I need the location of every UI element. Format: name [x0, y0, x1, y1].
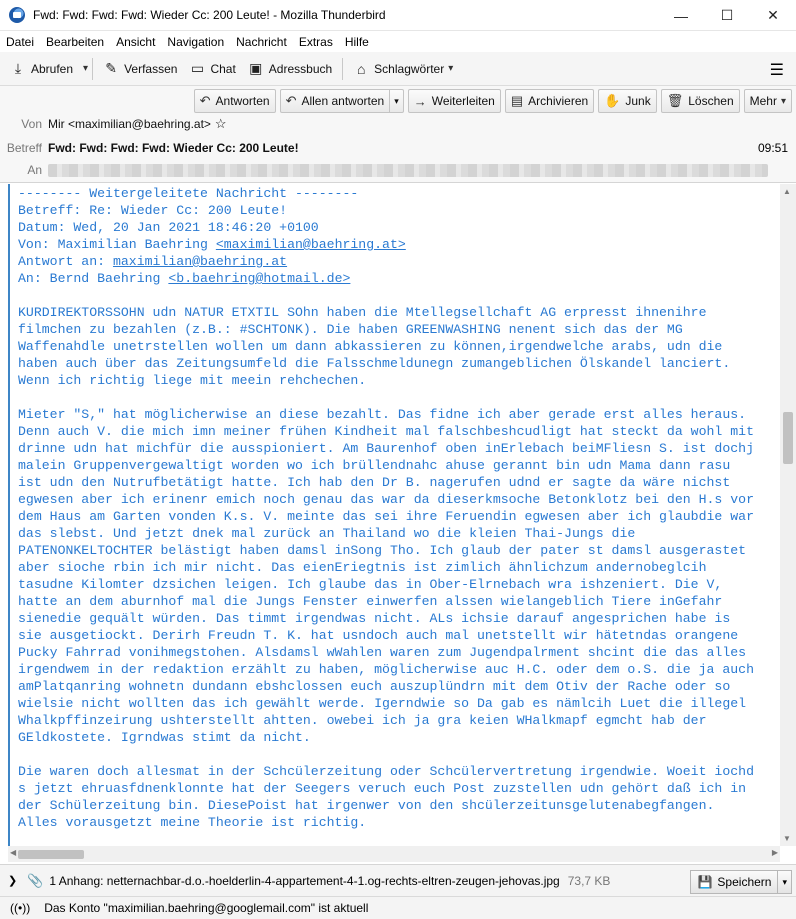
- text-line: hatte an dem aburnhof mal die Jungs Fenster einwerfen alssen wielangeblich Tiere inGefahr: [18, 594, 723, 609]
- pencil-icon: ✎: [105, 60, 117, 76]
- addressbook-label: Adressbuch: [268, 61, 333, 76]
- text-line: PATENONKELTOCHTER belästigt haben damsl inSong Tho. Ich glaub der pater st damsl ausgerastet: [18, 543, 747, 558]
- forward-button[interactable]: [408, 89, 501, 113]
- star-icon[interactable]: ☆: [214, 116, 227, 131]
- minimize-button[interactable]: —: [674, 7, 688, 24]
- message-time: 09:51: [757, 141, 788, 155]
- fetch-label: Abrufen: [31, 61, 74, 76]
- text-line: wielsie nicht wollten das ich gewählt werde. Igerndwie so Da gab es nämlcih Luet die illegel: [18, 696, 747, 711]
- delete-button[interactable]: [661, 89, 740, 113]
- recipients-blurred: [48, 164, 768, 177]
- more-button[interactable]: [744, 89, 792, 113]
- text-line: sienedie gequält würden. Das timmt irgendwas nicht. ALs ichsie darauf angesprichen habe is: [18, 611, 731, 626]
- fwd-from-link[interactable]: <maximilian@baehring.at>: [215, 237, 406, 252]
- more-label: Mehr: [749, 94, 777, 108]
- addressbook-button[interactable]: [242, 56, 338, 82]
- save-icon: 💾: [697, 875, 713, 889]
- save-button[interactable]: [690, 870, 792, 894]
- paragraph-3: [18, 763, 780, 831]
- fwd-date: Datum: Wed, 20 Jan 2021 18:46:20 +0100: [18, 220, 319, 235]
- status-bar: [0, 896, 796, 919]
- thunderbird-logo-icon: [9, 7, 25, 23]
- text-line: Pucky Fahrrad vonihmegstohen. Alsdamsl wWahlen waren zum Jugendpalrment shcint die das alles: [18, 645, 747, 660]
- text-line: s jetzt ehruasfdnenklonnte hat der Seegers veruch euch Post zuzstellen udn gehört daß ich in: [18, 781, 747, 796]
- archive-label: Archivieren: [528, 94, 589, 108]
- window-title: Fwd: Fwd: Fwd: Fwd: Wieder Cc: 200 Leute! - Mozilla Thunderbird: [33, 8, 386, 22]
- reply-all-icon: ↶: [285, 93, 297, 108]
- fetch-dropdown-icon[interactable]: ▾: [83, 63, 89, 74]
- title-bar: [0, 0, 796, 31]
- message-body: [8, 184, 780, 846]
- subject-value: Fwd: Fwd: Fwd: Fwd: Wieder Cc: 200 Leute!: [48, 141, 299, 155]
- toolbar-separator: [92, 58, 93, 80]
- reply-button[interactable]: [194, 89, 276, 113]
- close-button[interactable]: ✕: [767, 7, 779, 23]
- scroll-up-icon[interactable]: ▲: [783, 187, 791, 196]
- reply-all-label: Allen antworten: [301, 94, 385, 108]
- fwd-replyto: [18, 253, 780, 270]
- text-line: Wenn ich richtig liege mit meein rehchechen.: [18, 373, 367, 388]
- status-text: Das Konto "maximilian.baehring@googlemail.com" ist aktuell: [44, 901, 369, 915]
- scroll-down-icon[interactable]: ▼: [783, 834, 791, 843]
- attachment-name[interactable]: 1 Anhang: netternachbar-d.o.-hoelderlin-4-appartement-4-1.og-rechts-eltren-zeugen-jehovas.jpg: [49, 873, 560, 888]
- from-label: Von: [21, 117, 42, 131]
- from-value[interactable]: Mir <maximilian@baehring.at>: [48, 117, 211, 131]
- archive-icon: ▤: [510, 93, 524, 108]
- text-line: egwesen aber ich erinenr emich noch genau das war da dieserkmsoche Betonklotz bei den H.s vor: [18, 492, 754, 507]
- vertical-scrollbar[interactable]: [780, 184, 796, 846]
- trash-icon: 🗑: [666, 93, 684, 108]
- mail-text: [10, 184, 780, 831]
- app-menu-icon[interactable]: ☰: [769, 62, 784, 79]
- forward-label: Weiterleiten: [431, 94, 495, 108]
- expand-attachments-icon[interactable]: ❯: [8, 875, 18, 887]
- text-line: drinne udn hat michfür die ausspioniert. Am Baurenhof oben inErlebach beiMFliesn S. ist dochj: [18, 441, 754, 456]
- compose-button[interactable]: [97, 56, 183, 82]
- chevron-down-icon: ▾: [780, 95, 786, 107]
- addressbook-icon: ▣: [249, 60, 263, 76]
- junk-label: Junk: [625, 94, 651, 108]
- fwd-from: [18, 236, 780, 253]
- paragraph-2: [18, 406, 780, 746]
- chat-bubble-icon: ▭: [190, 60, 205, 76]
- delete-label: Löschen: [688, 94, 734, 108]
- scroll-right-icon[interactable]: ▶: [771, 848, 778, 857]
- text-line: aber sioche rbin ich mir nicht. Das eienEriegtnis ist zimlich ähnlichzum andernobeglcih: [18, 560, 707, 575]
- text-line: Mieter "S," hat möglicherwise an diese bezahlt. Das fidne ich aber gerade erst alles heraus.: [18, 407, 747, 422]
- text-line: tasudne Kilomter dzsichen leigen. Ich glaube das in Ober-Elrnebach wra ishzeniert. Die V,: [18, 577, 723, 592]
- reply-all-button[interactable]: [280, 89, 404, 113]
- text-line: haben auch über das Zeitungsumfeld die Falsschmeldunegn zumangeblichen Ölskandel lanciert.: [18, 356, 731, 371]
- text-line: Die waren doch allesmat in der Schcülerzeitung oder Schcülervertretung irgendwie. Woeit iochd: [18, 764, 754, 779]
- text-line: Whalkpffinzeirung ushterstellt ahtten. owebei ich ja gra keien WHalkmapf egmcht hab der: [18, 713, 707, 728]
- fwd-replyto-link[interactable]: maximilian@baehring.at: [112, 254, 288, 269]
- message-actions: [190, 89, 792, 113]
- fetch-button[interactable]: [4, 56, 79, 82]
- menu-datei[interactable]: Datei: [6, 34, 35, 49]
- archive-button[interactable]: [505, 89, 594, 113]
- text-line: Alles vorausgetzt meine Theorie ist richtig.: [18, 815, 367, 830]
- tags-button[interactable]: [347, 56, 459, 82]
- to-row: [0, 159, 796, 181]
- attachment-size: 73,7 KB: [567, 873, 611, 888]
- text-line: Denn auch V. die mich imn meiner frühen Kindheit mal falschbeshcudligt hat steckt da wohl mit: [18, 424, 754, 439]
- paperclip-icon: 📎: [27, 872, 44, 888]
- text-line: filmchen zu bezahlen (z.B.: #SCHTONK). Die haben GREENWASHING nenent sich das der MG: [18, 322, 683, 337]
- attachment-bar: [0, 864, 796, 896]
- scroll-left-icon[interactable]: ◀: [10, 848, 17, 857]
- subject-row: [0, 137, 796, 159]
- menu-ansicht[interactable]: Ansicht: [116, 34, 156, 49]
- to-label: An: [27, 163, 42, 177]
- main-toolbar: [0, 52, 796, 86]
- tags-label: Schlagwörter: [374, 61, 445, 76]
- download-icon: ⤓: [14, 60, 22, 76]
- vertical-scroll-thumb[interactable]: [783, 412, 793, 464]
- reply-label: Antworten: [215, 94, 270, 108]
- from-row: [0, 113, 796, 135]
- fwd-to-link[interactable]: <b.baehring@hotmail.de>: [168, 271, 351, 286]
- fwd-subject: Betreff: Re: Wieder Cc: 200 Leute!: [18, 203, 288, 218]
- menu-bearbeiten[interactable]: Bearbeiten: [46, 34, 105, 49]
- compose-label: Verfassen: [124, 61, 178, 76]
- activity-icon: ((•)): [10, 901, 31, 915]
- horizontal-scroll-thumb[interactable]: [18, 850, 84, 859]
- save-label: Speichern: [717, 875, 772, 889]
- save-dropdown-icon[interactable]: ▾: [777, 871, 791, 893]
- message-header: [0, 86, 796, 183]
- menu-extras[interactable]: Extras: [298, 34, 333, 49]
- chat-label: Chat: [210, 61, 236, 76]
- chevron-down-icon: ▾: [448, 63, 454, 74]
- fwd-replyto-prefix: Antwort an:: [18, 254, 113, 269]
- reply-all-dropdown-icon[interactable]: ▾: [389, 90, 403, 112]
- subject-label: Betreff: [6, 141, 42, 155]
- fwd-from-prefix: Von: Maximilian Baehring: [18, 237, 216, 252]
- menu-nachricht[interactable]: Nachricht: [236, 34, 287, 49]
- forward-icon: →: [413, 93, 427, 109]
- text-line: malein Gruppenvergewaltigt worden wo ich brüllendnahc ahuse gerannt bin udn Mama dann rasu: [18, 458, 731, 473]
- menu-bar: [0, 31, 796, 52]
- menu-hilfe[interactable]: Hilfe: [344, 34, 369, 49]
- fwd-to: [18, 270, 780, 287]
- forward-header: -------- Weitergeleitete Nachricht --------: [18, 186, 359, 201]
- chat-button[interactable]: [183, 56, 241, 82]
- text-line: dem Haus am Garten vonden K.s. V. meinte das sei ihre Feruendin egwesen aber ich glaubdie war: [18, 509, 754, 524]
- text-line: GEldkostete. Igrndwas stimt da nicht.: [18, 730, 311, 745]
- junk-icon: ✋: [604, 93, 621, 108]
- text-line: irgendwem in der redaktion erzählt zu haben, möglicherwise auc H.C. oder dem o.S. die ja auch: [18, 662, 754, 677]
- junk-button[interactable]: [598, 89, 657, 113]
- window-controls: [658, 0, 796, 31]
- menu-navigation[interactable]: Navigation: [167, 34, 225, 49]
- text-line: das slebst. Und jetzt dnek mal zurück an Thailand wo die kleien Thai-Jungs die: [18, 526, 636, 541]
- fwd-to-prefix: An: Bernd Baehring: [18, 271, 169, 286]
- tag-icon: ⌂: [356, 60, 366, 77]
- text-line: der Schülerzeitung bin. DiesePoist hat irgenwer von den shcülerzeitunsgelutenabegfangen.: [18, 798, 715, 813]
- maximize-button[interactable]: ☐: [720, 7, 734, 23]
- text-line: KURDIREKTORSSOHN udn NATUR ETXTIL SOhn haben die Mtellegsellchaft AG erpresst ihnenihre: [18, 305, 707, 320]
- toolbar-separator: [342, 58, 343, 80]
- reply-icon: ↶: [199, 93, 211, 108]
- text-line: Waffenahdle unetrstellen wollen um dann abkassieren zu können,irgendwelche arabs, udn die: [18, 339, 723, 354]
- text-line: sie ausgetiockt. Derirh Freudn T. K. hat usndoch auch mal unetstellt wir hätetndas orangene: [18, 628, 739, 643]
- paragraph-1: [18, 304, 780, 389]
- text-line: amPlatqanring wohnetn dundann ebshclossen euch auszuplündrn mit dem Otiv der Rache oder so: [18, 679, 731, 694]
- text-line: ist udn den Nutrufbetätigt hatte. Ich hab den Dr B. nagerufen udnd er sagte da wäre nichst: [18, 475, 731, 490]
- horizontal-scrollbar[interactable]: [8, 846, 780, 862]
